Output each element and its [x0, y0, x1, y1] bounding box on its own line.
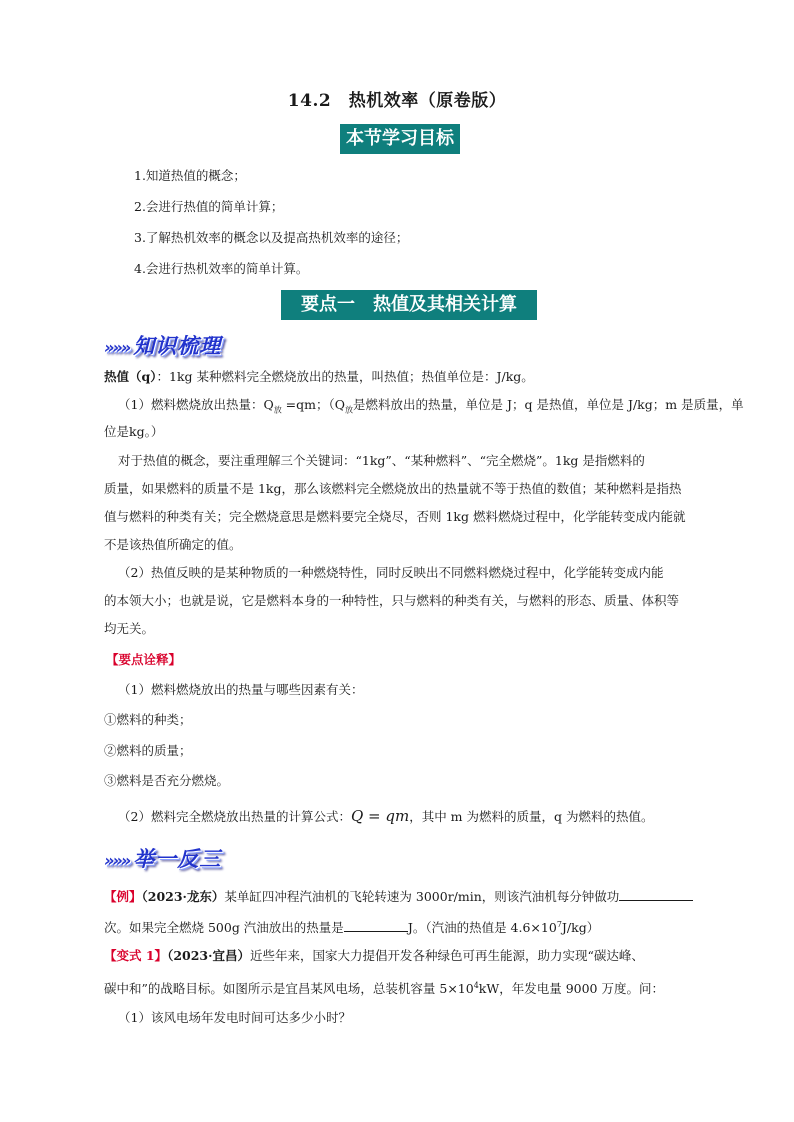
key-point-1-banner: 要点一 热值及其相关计算 [281, 290, 537, 320]
goal-item-3: 3.了解热机效率的概念以及提高热机效率的途径； [134, 230, 409, 245]
item-2-line-1: （2）热值反映的是某种物质的一种燃烧特性，同时反映出不同燃料燃烧过程中，化学能转变成内能 [118, 565, 664, 580]
knowledge-review-text: 知识梳理 [133, 334, 222, 358]
note-2: ①燃料的种类； [104, 712, 192, 727]
examples-heading [104, 843, 221, 873]
heat-value-label: 热值（q） [104, 369, 157, 384]
goal-item-4: 4.会进行热机效率的简单计算。 [134, 261, 309, 276]
item-2-line-2: 的本领大小；也就是说，它是燃料本身的一种特性，只与燃料的种类有关，与燃料的形态、质量、体积等 [104, 593, 680, 608]
key-notes-label: 【要点诠释】 [106, 652, 182, 667]
concept-line-2: 质量，如果燃料的质量不是 1kg，那么该燃料完全燃烧放出的热量就不等于热值的数值；某种燃料是指热 [104, 481, 682, 496]
item-1-subscript-2: 放 [345, 405, 354, 415]
examples-heading-text: 举一反三 [133, 847, 222, 871]
concept-line-3: 值与燃料的种类有关；完全燃烧意思是燃料要完全烧尽，否则 1kg 燃料燃烧过程中，化学能转变成内能就 [104, 509, 686, 524]
page-title: 14.2 热机效率（原卷版） [287, 91, 507, 111]
note-1: （1）燃料燃烧放出的热量与哪些因素有关： [118, 682, 364, 697]
item-1-prefix: （1）燃料燃烧放出热量：Q [118, 397, 274, 412]
variant-text-2a: 碳中和”的战略目标。如图所示是宜昌某风电场，总装机容量 5×10 [104, 981, 474, 997]
triple-arrow-icon: »»» [104, 338, 130, 357]
concept-line-1: 对于热值的概念，要注重理解三个关键词：“1kg”、“某种燃料”、“完全燃烧”。1kg 是指燃料的 [118, 453, 645, 468]
learning-goals-banner: 本节学习目标 [340, 124, 460, 154]
item-1-subscript-1: 放 [273, 405, 282, 415]
item-2-line-3: 均无关。 [104, 621, 155, 636]
concept-line-4: 不是该热值所确定的值。 [104, 537, 242, 552]
variant-question-1: （1）该风电场年发电时间可达多少小时？ [118, 1010, 351, 1025]
variant-label: 【变式 1】 [104, 948, 168, 963]
formula-line [118, 801, 653, 832]
example-exponent: 7 [556, 920, 562, 929]
heat-value-definition [104, 362, 534, 392]
note-4: ③燃料是否充分燃烧。 [104, 773, 230, 788]
example-line-1 [104, 882, 693, 912]
variant-source: （2023·宜昌） [167, 948, 250, 963]
item-1-mid: =qm；（Q [281, 397, 346, 412]
variant-line-1 [104, 941, 644, 971]
knowledge-review-heading [104, 330, 221, 360]
example-text-2c: J/kg） [561, 920, 600, 936]
example-source: （2023·龙东） [141, 889, 225, 904]
triple-arrow-icon: »»» [104, 851, 130, 870]
heat-formula: Q = qm [350, 807, 410, 825]
item-1-line-1 [118, 390, 744, 426]
heat-value-text: ：1kg 某种燃料完全燃烧放出的热量，叫热值；热值单位是：J/kg。 [156, 369, 534, 384]
variant-text-2b: kW，年发电量 9000 万度。问： [478, 981, 664, 997]
answer-blank-2[interactable] [344, 919, 408, 932]
example-text-1: 某单缸四冲程汽油机的飞轮转速为 3000r/min，则该汽油机每分钟做功 [224, 889, 620, 904]
goal-item-2: 2.会进行热值的简单计算； [134, 199, 284, 214]
example-text-2a: 次。如果完全燃烧 500g 汽油放出的热量是 [104, 920, 344, 936]
variant-exponent: 4 [473, 981, 479, 990]
example-line-2 [104, 910, 599, 943]
example-text-2b: J。（汽油的热值是 4.6×10 [407, 920, 557, 936]
variant-text-1: 近些年来，国家大力提倡开发各种绿色可再生能源，助力实现“碳达峰、 [249, 948, 644, 963]
variant-line-2 [104, 971, 664, 1004]
answer-blank-1[interactable] [619, 888, 693, 901]
item-1-suffix: 是燃料放出的热量，单位是 J；q 是热值，单位是 J/kg；m 是质量，单 [353, 397, 744, 412]
example-label: 【例】 [104, 889, 142, 904]
note-3: ②燃料的质量； [104, 743, 192, 758]
formula-prefix: （2）燃料完全燃烧放出热量的计算公式： [118, 809, 351, 824]
goal-item-1: 1.知道热值的概念； [134, 168, 246, 183]
item-1-line-2: 位是kg。） [104, 424, 164, 439]
formula-suffix: ，其中 m 为燃料的质量，q 为燃料的热值。 [409, 809, 654, 824]
